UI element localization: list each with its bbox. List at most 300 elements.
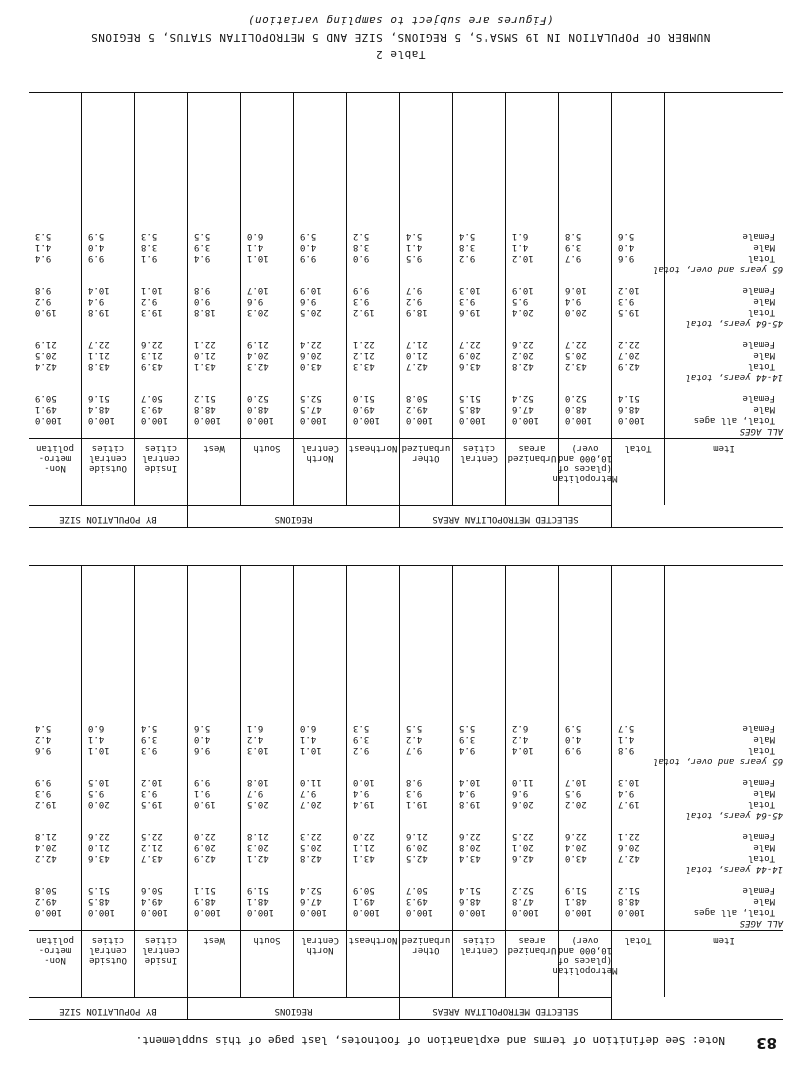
table-cell: 9.2	[459, 253, 476, 263]
table-cell: 43.8	[88, 361, 110, 371]
table-cell: 20.9	[406, 842, 428, 852]
table-row	[29, 349, 783, 360]
column-header: Central cities	[453, 931, 506, 997]
table-cell: 100.0	[35, 907, 63, 917]
table-cell: 9.0	[353, 253, 370, 263]
column-header: Other urbanized	[400, 439, 453, 505]
table-row	[29, 733, 783, 744]
column-header-row	[29, 438, 783, 528]
row-label: Female	[742, 285, 775, 295]
row-label: Total	[747, 745, 775, 755]
table-cell: 100.0	[300, 415, 328, 425]
column-header: North Central	[294, 931, 347, 997]
table-cell: 21.8	[247, 831, 269, 841]
table-cell: 42.9	[194, 853, 216, 863]
table-cell: 100.0	[35, 415, 63, 425]
table-cell: 22.0	[194, 831, 216, 841]
group-header-size: BY POPULATION SIZE	[29, 505, 188, 527]
table-cell: 4.1	[618, 734, 635, 744]
table-row	[29, 906, 783, 917]
table-cell: 42.7	[406, 361, 428, 371]
table-cell: 20.0	[565, 307, 587, 317]
table-cell: 51.6	[88, 393, 110, 403]
table-cell: 100.0	[459, 907, 487, 917]
table-cell: 9.4	[35, 253, 52, 263]
table-cell: 100.0	[88, 415, 116, 425]
table-cell: 42.8	[512, 361, 534, 371]
table-cell: 9.9	[300, 253, 317, 263]
table-cell: 42.5	[406, 853, 428, 863]
table-cell: 42.3	[247, 361, 269, 371]
table-cell: 100.0	[406, 907, 434, 917]
table-cell: 19.3	[141, 307, 163, 317]
table-row	[29, 338, 783, 349]
row-label: Male	[753, 734, 775, 744]
table-cell: 48.9	[194, 896, 216, 906]
section-title: ALL AGES	[739, 426, 783, 436]
table-cell: 10.4	[512, 745, 534, 755]
table-cell: 48.8	[194, 404, 216, 414]
table-cell: 22.1	[194, 339, 216, 349]
table-cell: 49.2	[406, 404, 428, 414]
table-cell: 100.0	[88, 907, 116, 917]
table-cell: 10.7	[247, 285, 269, 295]
table-cell: 10.6	[565, 285, 587, 295]
column-header: Metropolitan (places of 10,000 and over)	[559, 439, 612, 505]
table-cell: 100.0	[512, 907, 540, 917]
table-cell: 100.0	[406, 415, 434, 425]
table-cell: 4.1	[88, 734, 105, 744]
section-title: 14-44 years, total	[685, 372, 783, 382]
table-cell: 9.3	[459, 296, 476, 306]
table-section	[29, 722, 783, 766]
table-cell: 48.4	[88, 404, 110, 414]
table-cell: 9.7	[565, 253, 582, 263]
table-cell: 9.5	[512, 296, 529, 306]
table-cell: 9.7	[406, 285, 423, 295]
table-cell: 9.2	[406, 296, 423, 306]
row-label: Total, all ages	[693, 907, 775, 917]
table-cell: 9.6	[618, 253, 635, 263]
table-cell: 21.2	[141, 842, 163, 852]
table-cell: 100.0	[565, 907, 593, 917]
table-title: NUMBER OF POPULATION IN 19 SMSA'S, 5 REGIONS, SIZE AND 5 METROPOLITAN STATUS, 5 REGIONS	[90, 31, 711, 44]
table-section	[29, 392, 783, 436]
table-cell: 4.2	[35, 734, 52, 744]
table-cell: 4.0	[300, 242, 317, 252]
column-header: Outside central cities	[82, 931, 135, 997]
table-cell: 22.3	[300, 831, 322, 841]
column-header-row	[29, 930, 783, 1020]
bottom-rule	[29, 565, 783, 566]
table-cell: 51.9	[565, 885, 587, 895]
table-row	[29, 776, 783, 787]
table-cell: 21.1	[353, 842, 375, 852]
table-cell: 42.6	[512, 853, 534, 863]
table-cell: 52.0	[565, 393, 587, 403]
table-cell: 50.6	[141, 885, 163, 895]
table-cell: 100.0	[512, 415, 540, 425]
table-cell: 9.3	[141, 745, 158, 755]
table-cell: 5.4	[141, 723, 158, 733]
table-cell: 18.9	[406, 307, 428, 317]
table-cell: 100.0	[300, 907, 328, 917]
table-cell: 9.8	[618, 745, 635, 755]
column-header: Total	[612, 931, 665, 997]
table-subtitle: (Figures are subject to sampling variation)	[247, 14, 554, 27]
table-cell: 9.3	[406, 788, 423, 798]
table-cell: 22.4	[300, 339, 322, 349]
table-cell: 22.5	[141, 831, 163, 841]
table-cell: 48.1	[247, 896, 269, 906]
table-cell: 10.8	[247, 777, 269, 787]
table-cell: 21.0	[406, 350, 428, 360]
column-header: Northeast	[347, 931, 400, 997]
table-cell: 50.7	[406, 885, 428, 895]
table-cell: 9.3	[35, 788, 52, 798]
table-cell: 3.8	[353, 242, 370, 252]
table-cell: 42.8	[300, 853, 322, 863]
table-cell: 5.5	[459, 723, 476, 733]
row-label: Total	[747, 853, 775, 863]
table-cell: 49.1	[35, 404, 57, 414]
table-cell: 5.9	[88, 231, 105, 241]
table-cell: 22.5	[512, 831, 534, 841]
table-cell: 22.7	[88, 339, 110, 349]
table-cell: 9.7	[406, 745, 423, 755]
table-cell: 9.1	[194, 788, 211, 798]
table-cell: 100.0	[247, 907, 275, 917]
table-cell: 22.7	[459, 339, 481, 349]
table-cell: 20.3	[247, 842, 269, 852]
table-cell: 5.3	[141, 231, 158, 241]
table-cell: 5.6	[618, 231, 635, 241]
table-cell: 49.2	[35, 896, 57, 906]
table-cell: 50.7	[141, 393, 163, 403]
table-cell: 9.2	[141, 296, 158, 306]
table-row	[29, 414, 783, 425]
table-cell: 9.5	[88, 788, 105, 798]
row-label: Male	[753, 404, 775, 414]
table-cell: 22.2	[618, 339, 640, 349]
table-cell: 20.5	[35, 350, 57, 360]
table-row	[29, 798, 783, 809]
table-cell: 20.8	[459, 842, 481, 852]
table-cell: 4.1	[406, 242, 423, 252]
upper-table	[29, 565, 783, 1020]
row-label: Total	[747, 253, 775, 263]
table-cell: 9.0	[194, 296, 211, 306]
table-cell: 19.5	[141, 799, 163, 809]
table-cell: 9.3	[618, 296, 635, 306]
row-label: Female	[742, 393, 775, 403]
column-header: Item	[713, 935, 735, 945]
table-cell: 100.0	[194, 415, 222, 425]
row-label: Female	[742, 231, 775, 241]
table-cell: 20.2	[512, 350, 534, 360]
table-cell: 43.1	[194, 361, 216, 371]
table-cell: 22.0	[353, 831, 375, 841]
table-cell: 51.5	[88, 885, 110, 895]
table-cell: 20.1	[512, 842, 534, 852]
table-cell: 5.4	[459, 231, 476, 241]
page-number: 83	[756, 1034, 777, 1052]
table-cell: 10.1	[247, 253, 269, 263]
table-cell: 42.9	[618, 361, 640, 371]
table-cell: 43.1	[353, 853, 375, 863]
table-cell: 20.7	[300, 799, 322, 809]
row-label: Female	[742, 831, 775, 841]
table-cell: 5.4	[406, 231, 423, 241]
table-cell: 9.6	[35, 745, 52, 755]
table-cell: 9.4	[88, 296, 105, 306]
table-cell: 3.9	[194, 242, 211, 252]
table-row	[29, 744, 783, 755]
table-cell: 22.1	[353, 339, 375, 349]
table-row	[29, 830, 783, 841]
table-cell: 9.9	[88, 253, 105, 263]
column-header: Item	[713, 443, 735, 453]
table-cell: 20.4	[512, 307, 534, 317]
table-cell: 47.6	[512, 404, 534, 414]
table-cell: 4.2	[247, 734, 264, 744]
table-cell: 9.8	[406, 777, 423, 787]
table-section	[29, 338, 783, 382]
table-cell: 51.1	[194, 885, 216, 895]
table-cell: 4.0	[565, 734, 582, 744]
table-cell: 100.0	[459, 415, 487, 425]
row-label: Female	[742, 723, 775, 733]
table-cell: 5.3	[35, 231, 52, 241]
table-cell: 9.8	[194, 285, 211, 295]
table-cell: 52.2	[512, 885, 534, 895]
table-cell: 21.2	[353, 350, 375, 360]
table-row	[29, 403, 783, 414]
table-cell: 20.4	[565, 842, 587, 852]
table-cell: 10.2	[141, 777, 163, 787]
table-cell: 21.9	[35, 339, 57, 349]
table-row	[29, 295, 783, 306]
table-cell: 10.3	[459, 285, 481, 295]
table-cell: 48.5	[459, 404, 481, 414]
table-cell: 9.7	[300, 788, 317, 798]
table-cell: 6.0	[300, 723, 317, 733]
table-cell: 51.0	[353, 393, 375, 403]
table-cell: 11.0	[300, 777, 322, 787]
lower-table	[29, 92, 783, 528]
row-label: Total	[747, 361, 775, 371]
column-header: Non- metro- politan	[29, 439, 82, 505]
table-cell: 50.9	[35, 393, 57, 403]
table-row	[29, 252, 783, 263]
table-cell: 4.2	[406, 734, 423, 744]
table-cell: 9.3	[353, 296, 370, 306]
table-row	[29, 392, 783, 403]
table-cell: 10.1	[88, 745, 110, 755]
table-cell: 3.8	[141, 242, 158, 252]
table-body	[29, 712, 783, 928]
table-cell: 9.6	[512, 788, 529, 798]
table-cell: 5.6	[194, 723, 211, 733]
top-note: Note: See definition of terms and explanation of footnotes, last page of this supplement.	[135, 1034, 725, 1047]
table-cell: 20.4	[35, 842, 57, 852]
table-cell: 22.6	[141, 339, 163, 349]
row-label: Female	[742, 885, 775, 895]
table-cell: 20.9	[459, 350, 481, 360]
row-label: Male	[753, 842, 775, 852]
table-cell: 10.2	[618, 285, 640, 295]
table-section	[29, 884, 783, 928]
table-cell: 51.5	[459, 393, 481, 403]
table-cell: 9.9	[194, 777, 211, 787]
table-cell: 20.9	[194, 842, 216, 852]
table-cell: 9.4	[194, 253, 211, 263]
bottom-rule	[29, 92, 783, 93]
table-row	[29, 284, 783, 295]
group-header: SELECTED METROPOLITAN AREAS	[400, 505, 612, 527]
table-cell: 10.4	[88, 285, 110, 295]
table-cell: 20.4	[247, 350, 269, 360]
table-cell: 3.9	[141, 734, 158, 744]
table-cell: 20.7	[618, 350, 640, 360]
table-cell: 9.9	[565, 745, 582, 755]
table-cell: 22.6	[459, 831, 481, 841]
table-cell: 100.0	[353, 907, 381, 917]
table-cell: 9.4	[459, 745, 476, 755]
table-cell: 52.4	[512, 393, 534, 403]
table-cell: 4.1	[300, 734, 317, 744]
table-cell: 42.7	[618, 853, 640, 863]
table-cell: 20.5	[300, 307, 322, 317]
table-cell: 42.4	[35, 361, 57, 371]
table-cell: 9.4	[353, 788, 370, 798]
table-cell: 9.5	[406, 253, 423, 263]
table-cell: 100.0	[141, 907, 169, 917]
section-title: ALL AGES	[739, 918, 783, 928]
table-cell: 51.2	[194, 393, 216, 403]
table-label: Table 2	[375, 48, 426, 61]
table-cell: 19.6	[459, 307, 481, 317]
table-row	[29, 241, 783, 252]
table-cell: 10.9	[512, 285, 534, 295]
table-cell: 6.2	[512, 723, 529, 733]
column-header: Urbanized areas	[506, 931, 559, 997]
table-cell: 10.9	[300, 285, 322, 295]
table-cell: 19.0	[35, 307, 57, 317]
column-header: West	[188, 931, 241, 997]
column-header: South	[241, 931, 294, 997]
table-cell: 49.1	[353, 896, 375, 906]
group-header: SELECTED METROPOLITAN AREAS	[400, 997, 612, 1019]
table-cell: 20.6	[512, 799, 534, 809]
table-cell: 100.0	[141, 415, 169, 425]
column-header: Other urbanized	[400, 931, 453, 997]
table-row	[29, 787, 783, 798]
table-cell: 3.8	[459, 242, 476, 252]
table-cell: 4.1	[247, 242, 264, 252]
row-label: Total, all ages	[693, 415, 775, 425]
column-header: Outside central cities	[82, 439, 135, 505]
table-cell: 42.1	[247, 853, 269, 863]
table-cell: 48.1	[565, 896, 587, 906]
table-cell: 5.7	[618, 723, 635, 733]
table-row	[29, 722, 783, 733]
column-header: Central cities	[453, 439, 506, 505]
table-cell: 48.6	[459, 896, 481, 906]
table-cell: 20.0	[88, 799, 110, 809]
column-header: Non- metro- politan	[29, 931, 82, 997]
table-cell: 9.8	[35, 285, 52, 295]
table-cell: 51.4	[459, 885, 481, 895]
table-cell: 19.8	[459, 799, 481, 809]
table-cell: 5.4	[35, 723, 52, 733]
table-cell: 6.1	[512, 231, 529, 241]
table-cell: 4.0	[194, 734, 211, 744]
table-cell: 100.0	[618, 907, 646, 917]
table-cell: 21.3	[141, 350, 163, 360]
table-cell: 42.2	[35, 853, 57, 863]
table-cell: 49.3	[406, 896, 428, 906]
column-header: West	[188, 439, 241, 505]
table-cell: 48.0	[565, 404, 587, 414]
table-cell: 19.8	[88, 307, 110, 317]
table-cell: 9.2	[353, 745, 370, 755]
table-cell: 9.6	[247, 296, 264, 306]
section-title: 45-64 years, total	[685, 810, 783, 820]
table-section	[29, 230, 783, 274]
table-cell: 21.8	[35, 831, 57, 841]
row-label: Female	[742, 339, 775, 349]
table-cell: 19.0	[194, 799, 216, 809]
table-cell: 6.1	[247, 723, 264, 733]
table-cell: 9.3	[141, 788, 158, 798]
section-title: 45-64 years, total	[685, 318, 783, 328]
table-cell: 19.5	[618, 307, 640, 317]
table-cell: 10.1	[300, 745, 322, 755]
table-cell: 43.3	[353, 361, 375, 371]
table-cell: 3.9	[353, 734, 370, 744]
table-cell: 4.1	[512, 242, 529, 252]
table-cell: 5.5	[194, 231, 211, 241]
table-cell: 9.9	[353, 285, 370, 295]
table-cell: 10.3	[247, 745, 269, 755]
table-cell: 21.9	[247, 339, 269, 349]
table-cell: 9.6	[194, 745, 211, 755]
table-row	[29, 306, 783, 317]
table-cell: 100.0	[194, 907, 222, 917]
table-cell: 50.8	[35, 885, 57, 895]
table-cell: 3.9	[565, 242, 582, 252]
table-cell: 43.2	[565, 361, 587, 371]
table-cell: 4.0	[618, 242, 635, 252]
table-cell: 43.6	[88, 853, 110, 863]
table-cell: 10.3	[618, 777, 640, 787]
section-title: 14-44 years, total	[685, 864, 783, 874]
table-cell: 48.5	[88, 896, 110, 906]
table-cell: 9.6	[300, 296, 317, 306]
table-cell: 3.9	[459, 734, 476, 744]
table-cell: 52.0	[247, 393, 269, 403]
table-cell: 51.4	[618, 393, 640, 403]
column-header: North Central	[294, 439, 347, 505]
table-cell: 49.4	[141, 896, 163, 906]
table-cell: 47.6	[300, 896, 322, 906]
column-header: Metropolitan (places of 10,000 and over)	[559, 931, 612, 997]
table-cell: 100.0	[247, 415, 275, 425]
table-row	[29, 884, 783, 895]
table-cell: 11.0	[512, 777, 534, 787]
group-header-regions: REGIONS	[188, 505, 400, 527]
